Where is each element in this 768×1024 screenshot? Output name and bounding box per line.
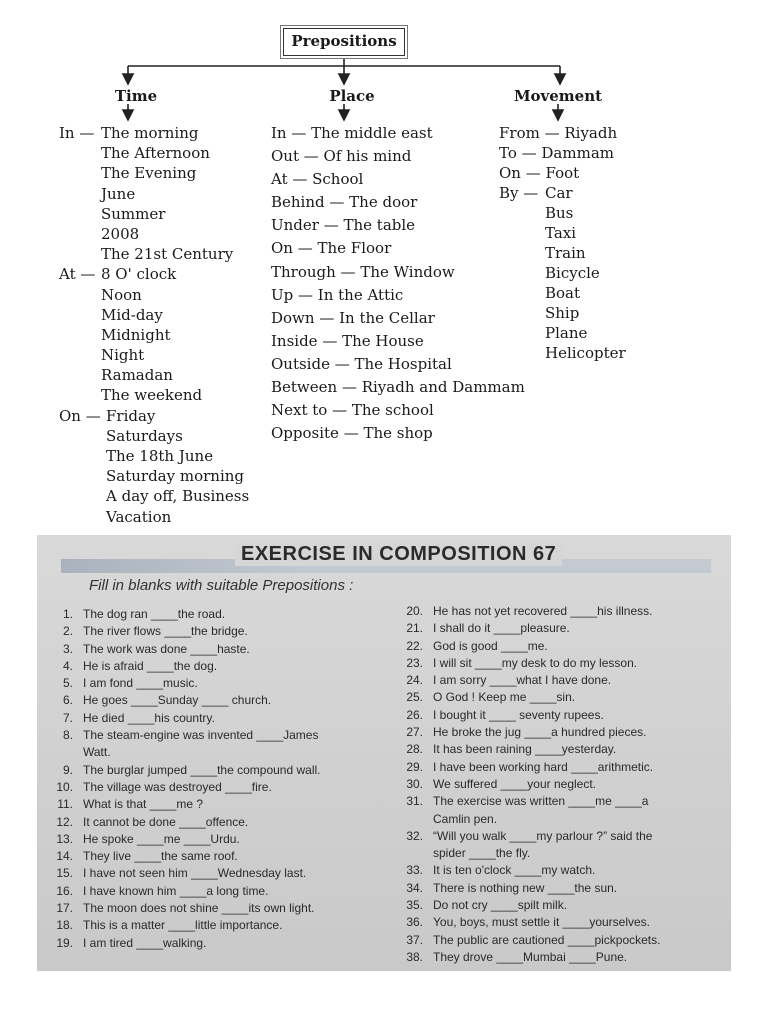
question-row: [401, 949, 727, 966]
question-text: It cannot be done ____offence.: [83, 814, 249, 829]
question-number: 25.: [406, 690, 423, 705]
question-number: 27.: [406, 725, 423, 740]
preposition-row: [59, 225, 269, 245]
question-text: The moon does not shine ____its own light.: [83, 901, 315, 916]
question-number: 28.: [406, 742, 423, 757]
question-text: What is that ____me ?: [83, 797, 204, 812]
preposition-example: Saturdays: [106, 426, 183, 445]
question-number: 29.: [406, 759, 423, 774]
question-text: The work was done ____haste.: [83, 641, 250, 656]
question-text: He has not yet recovered ____his illness.: [433, 604, 653, 618]
question-text: He broke the jug ____a hundred pieces.: [433, 725, 647, 740]
preposition-example: Inside — The House: [271, 331, 424, 350]
chart-connectors: [0, 0, 768, 130]
preposition-row: [271, 401, 541, 424]
question-text: He died ____his country.: [83, 710, 215, 725]
question-text: They live ____the same roof.: [83, 849, 238, 864]
question-text: spider ____the fly.: [433, 846, 531, 861]
question-number: 34.: [406, 880, 423, 895]
question-row: [51, 935, 391, 952]
preposition-example: In — The middle east: [271, 124, 433, 142]
question-text: The village was destroyed ____fire.: [83, 779, 272, 794]
movement-column: [499, 124, 679, 364]
question-number: 1.: [62, 607, 73, 621]
question-number: 33.: [406, 863, 423, 878]
question-number: 31.: [406, 794, 423, 809]
question-row: [401, 862, 727, 879]
question-row: [401, 741, 727, 758]
preposition-example: Bus: [545, 204, 574, 222]
preposition-example: Train: [545, 244, 586, 262]
question-text: The dog ran ____the road.: [83, 607, 226, 621]
preposition-example: 2008: [101, 224, 140, 243]
preposition-example: Ship: [545, 304, 580, 322]
preposition-example: The weekend: [101, 386, 203, 405]
question-row: [401, 932, 727, 949]
preposition-example: Outside — The Hospital: [271, 354, 452, 373]
preposition-row: [59, 487, 269, 507]
preposition-example: Friday: [106, 406, 156, 425]
preposition-example: Car: [545, 184, 573, 202]
question-number: 15.: [56, 866, 73, 881]
preposition-row: [59, 144, 269, 164]
preposition-row: [499, 344, 679, 364]
preposition-row: [499, 164, 679, 184]
question-row: [401, 759, 727, 776]
preposition-row: [499, 264, 679, 284]
preposition-example: Bicycle: [545, 264, 600, 282]
preposition-example: Up — In the Attic: [271, 285, 404, 304]
question-number: 7.: [62, 710, 73, 725]
question-row: [51, 814, 391, 831]
question-number: 35.: [406, 898, 423, 913]
preposition-row: [59, 427, 269, 447]
question-text: There is nothing new ____the sun.: [433, 880, 618, 895]
preposition-example: Noon: [101, 285, 142, 304]
preposition-row: [499, 144, 679, 164]
question-number: 37.: [406, 932, 423, 947]
question-number: 30.: [406, 776, 423, 791]
question-text: I am tired ____walking.: [83, 935, 207, 950]
preposition-example: Taxi: [545, 224, 577, 242]
question-row: [51, 692, 391, 709]
preposition-example: Next to — The school: [271, 401, 434, 420]
preposition-row: [59, 124, 269, 144]
preposition-example: Through — The Window: [271, 262, 455, 281]
preposition-example: Saturday morning: [106, 467, 245, 486]
question-text: This is a matter ____little importance.: [83, 918, 283, 933]
question-number: 11.: [57, 797, 73, 812]
exercise-title: EXERCISE IN COMPOSITION 67: [235, 543, 562, 566]
question-row: [401, 828, 727, 845]
preposition-example: Between — Riyadh and Dammam: [271, 378, 525, 397]
question-text: The exercise was written ____me ____a: [433, 794, 649, 809]
preposition-example: Behind — The door: [271, 193, 418, 212]
question-number: 22.: [406, 638, 423, 653]
question-row: [401, 655, 727, 672]
preposition-row: [59, 366, 269, 386]
heading-place: Place: [329, 87, 375, 105]
question-text: I have known him ____a long time.: [83, 883, 269, 898]
question-number: 2.: [62, 624, 73, 639]
preposition-row: [59, 245, 269, 265]
preposition-example: Night: [101, 346, 145, 365]
question-text: It has been raining ____yesterday.: [433, 742, 617, 757]
time-column: [59, 124, 269, 528]
question-text: The steam-engine was invented ____James: [83, 728, 319, 743]
question-row: [51, 917, 391, 934]
question-row: [401, 897, 727, 914]
question-row: [51, 779, 391, 796]
preposition-example: To — Dammam: [499, 144, 614, 162]
question-row: [401, 880, 727, 897]
question-text: Camlin pen.: [433, 811, 498, 826]
question-text: “Will you walk ____my parlour ?” said the: [433, 828, 653, 843]
question-number: 36.: [406, 915, 423, 930]
preposition-row: [499, 204, 679, 224]
question-row: [401, 811, 727, 828]
question-row: [51, 831, 391, 848]
question-number: 24.: [406, 673, 423, 688]
question-text: The burglar jumped ____the compound wall.: [83, 762, 321, 777]
question-number: 19.: [56, 935, 73, 950]
question-row: [401, 672, 727, 689]
preposition-example: Under — The table: [271, 216, 416, 235]
preposition-example: June: [101, 184, 136, 203]
preposition-row: [59, 306, 269, 326]
question-text: The public are cautioned ____pickpockets.: [433, 932, 661, 947]
questions-left: [51, 606, 391, 952]
preposition-example: Plane: [545, 324, 588, 342]
question-text: We suffered ____your neglect.: [433, 776, 596, 791]
question-number: 3.: [62, 641, 73, 656]
preposition-example: The Evening: [101, 164, 197, 183]
preposition-example: The morning: [101, 124, 199, 142]
question-text: I bought it ____ seventy rupees.: [433, 707, 604, 722]
preposition-example: Mid-day: [101, 305, 163, 324]
question-text: I am fond ____music.: [83, 676, 198, 691]
preposition-row: [59, 265, 269, 285]
preposition-example: Boat: [545, 284, 581, 302]
question-text: O God ! Keep me ____sin.: [433, 690, 576, 705]
question-row: [51, 641, 391, 658]
preposition-row: [499, 184, 679, 204]
question-number: 32.: [406, 828, 423, 843]
question-number: 23.: [406, 655, 423, 670]
preposition-example: Opposite — The shop: [271, 424, 433, 443]
preposition-word: On —: [59, 406, 101, 425]
exercise-instructions: Fill in blanks with suitable Prepositions :: [89, 577, 354, 594]
question-row: [401, 914, 727, 931]
preposition-row: [271, 424, 541, 447]
preposition-example: Out — Of his mind: [271, 147, 412, 166]
question-text: You, boys, must settle it ____yourselves.: [433, 915, 651, 930]
heading-movement: Movement: [513, 87, 603, 105]
question-row: [401, 724, 727, 741]
question-row: [51, 623, 391, 640]
preposition-row: [499, 244, 679, 264]
preposition-example: Summer: [101, 204, 166, 223]
question-text: I have not seen him ____Wednesday last.: [83, 866, 307, 881]
question-row: [51, 848, 391, 865]
question-text: The river flows ____the bridge.: [83, 624, 248, 639]
question-number: 14.: [56, 849, 73, 864]
question-text: I am sorry ____what I have done.: [433, 673, 612, 688]
question-number: 18.: [56, 918, 73, 933]
preposition-example: The 18th June: [106, 447, 214, 465]
question-row: [401, 776, 727, 793]
preposition-row: [499, 284, 679, 304]
question-text: He is afraid ____the dog.: [83, 658, 218, 673]
question-row: [51, 658, 391, 675]
question-row: [401, 603, 727, 620]
question-text: He spoke ____me ____Urdu.: [83, 831, 240, 846]
question-number: 38.: [406, 949, 423, 964]
preposition-example: Ramadan: [101, 366, 173, 385]
question-text: I will sit ____my desk to do my lesson.: [433, 655, 638, 670]
question-text: It is ten o'clock ____my watch.: [433, 863, 596, 878]
preposition-example: The 21st Century: [101, 245, 234, 264]
question-row: [51, 762, 391, 779]
question-number: 12.: [56, 814, 73, 829]
preposition-row: [59, 508, 269, 528]
question-row: [51, 710, 391, 727]
question-number: 21.: [406, 621, 423, 636]
preposition-row: [59, 286, 269, 306]
question-row: [51, 796, 391, 813]
question-number: 26.: [406, 707, 423, 722]
question-row: [51, 744, 391, 761]
question-text: I have been working hard ____arithmetic.: [433, 759, 654, 774]
preposition-example: A day off, Business: [106, 487, 250, 506]
question-row: [51, 727, 391, 744]
preposition-row: [59, 185, 269, 205]
question-row: [401, 689, 727, 706]
preposition-word: By —: [499, 184, 539, 202]
questions-right: [401, 603, 727, 966]
preposition-row: [59, 164, 269, 184]
question-number: 4.: [62, 658, 73, 673]
question-row: [51, 883, 391, 900]
question-number: 5.: [62, 676, 73, 691]
question-text: I shall do it ____pleasure.: [433, 621, 570, 636]
question-number: 17.: [56, 901, 73, 916]
question-row: [51, 900, 391, 917]
preposition-example: At — School: [271, 170, 364, 189]
preposition-row: [271, 378, 541, 401]
preposition-row: [499, 324, 679, 344]
chart-title: Prepositions: [283, 28, 405, 56]
question-row: [401, 638, 727, 655]
preposition-row: [59, 467, 269, 487]
question-number: 10.: [56, 779, 73, 794]
question-text: God is good ____me.: [433, 638, 548, 653]
question-row: [401, 707, 727, 724]
preposition-row: [59, 205, 269, 225]
question-row: [51, 675, 391, 692]
question-row: [51, 865, 391, 882]
question-text: Do not cry ____spilt milk.: [433, 898, 568, 913]
question-number: 9.: [62, 762, 73, 777]
preposition-word: At —: [59, 265, 96, 284]
question-row: [51, 606, 391, 623]
preposition-row: [59, 407, 269, 427]
preposition-example: Vacation: [106, 507, 172, 526]
question-row: [401, 793, 727, 810]
question-row: [401, 620, 727, 637]
exercise-photo: [37, 535, 731, 971]
preposition-example: Midnight: [101, 325, 171, 344]
preposition-example: On — The Floor: [271, 239, 392, 258]
question-number: 20.: [406, 604, 423, 618]
preposition-row: [499, 124, 679, 144]
heading-time: Time: [114, 87, 158, 105]
preposition-row: [499, 224, 679, 244]
preposition-example: Down — In the Cellar: [271, 308, 435, 327]
preposition-row: [59, 386, 269, 406]
question-text: He goes ____Sunday ____ church.: [83, 693, 272, 708]
question-row: [401, 845, 727, 862]
preposition-row: [59, 326, 269, 346]
preposition-row: [499, 304, 679, 324]
question-number: 8.: [62, 728, 73, 743]
preposition-example: From — Riyadh: [499, 124, 618, 142]
preposition-row: [59, 346, 269, 366]
question-number: 6.: [62, 693, 73, 708]
preposition-row: [59, 447, 269, 467]
preposition-example: The Afternoon: [101, 144, 210, 163]
preposition-example: Helicopter: [545, 344, 626, 362]
question-number: 13.: [56, 831, 73, 846]
preposition-example: On — Foot: [499, 164, 580, 182]
question-number: 16.: [56, 883, 73, 898]
preposition-word: In —: [59, 124, 95, 142]
question-text: Watt.: [83, 745, 111, 760]
question-text: They drove ____Mumbai ____Pune.: [433, 949, 628, 964]
preposition-example: 8 O' clock: [101, 265, 177, 284]
